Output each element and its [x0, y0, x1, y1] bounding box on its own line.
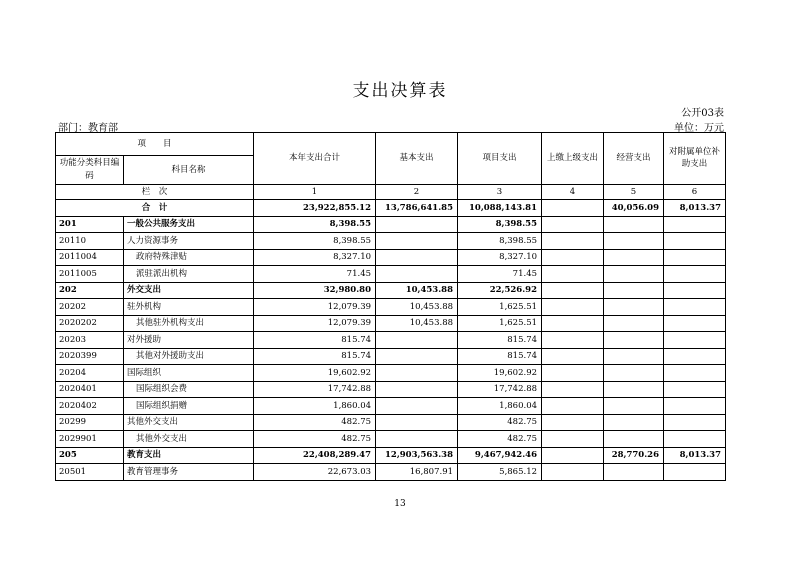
row-code: 2020202	[56, 315, 124, 332]
row-code: 20299	[56, 414, 124, 431]
row-value	[604, 414, 664, 431]
row-value: 22,673.03	[254, 464, 376, 481]
col-header-5: 经营支出	[604, 133, 664, 185]
table-row	[56, 299, 726, 316]
row-code: 2020399	[56, 348, 124, 365]
row-value: 22,526.92	[458, 282, 542, 299]
row-value	[664, 216, 726, 233]
table-row	[56, 414, 726, 431]
row-value	[542, 332, 604, 349]
row-value	[542, 464, 604, 481]
row-value: 815.74	[458, 332, 542, 349]
col-header-3: 项目支出	[458, 133, 542, 185]
row-value	[604, 282, 664, 299]
row-value	[604, 266, 664, 283]
row-code: 2020402	[56, 398, 124, 415]
row-value: 10,453.88	[376, 282, 458, 299]
table-row	[56, 332, 726, 349]
col-num-2: 2	[376, 185, 458, 200]
col-header-1: 本年支出合计	[254, 133, 376, 185]
row-value	[376, 398, 458, 415]
col-num-6: 6	[664, 185, 726, 200]
row-name: 外交支出	[124, 282, 254, 299]
row-value: 482.75	[458, 414, 542, 431]
table-row	[56, 315, 726, 332]
total-value: 8,013.37	[664, 200, 726, 217]
row-value	[664, 282, 726, 299]
name-header: 科目名称	[124, 156, 254, 185]
row-value	[664, 431, 726, 448]
table-row	[56, 464, 726, 481]
row-value: 19,602.92	[458, 365, 542, 382]
row-value	[604, 332, 664, 349]
row-value	[664, 398, 726, 415]
row-value	[542, 398, 604, 415]
col-header-4: 上缴上级支出	[542, 133, 604, 185]
row-value: 28,770.26	[604, 447, 664, 464]
table-row	[56, 282, 726, 299]
row-code: 20110	[56, 233, 124, 250]
row-value: 8,398.55	[254, 216, 376, 233]
row-name: 教育管理事务	[124, 464, 254, 481]
row-value	[376, 348, 458, 365]
col-num-3: 3	[458, 185, 542, 200]
row-value: 12,079.39	[254, 315, 376, 332]
row-value: 22,408,289.47	[254, 447, 376, 464]
row-name: 其他对外援助支出	[124, 348, 254, 365]
row-value: 10,453.88	[376, 299, 458, 316]
row-value	[376, 431, 458, 448]
row-value	[604, 216, 664, 233]
row-value	[542, 266, 604, 283]
row-value: 12,079.39	[254, 299, 376, 316]
total-label: 合 计	[56, 200, 254, 217]
row-value	[664, 365, 726, 382]
form-number: 公开03表	[681, 108, 724, 119]
row-name: 其他驻外机构支出	[124, 315, 254, 332]
row-code: 2011005	[56, 266, 124, 283]
header-row-1	[56, 133, 726, 156]
col-label: 栏 次	[56, 185, 254, 200]
row-value	[664, 381, 726, 398]
column-number-row	[56, 185, 726, 200]
row-value	[376, 266, 458, 283]
table-row	[56, 348, 726, 365]
row-value	[604, 464, 664, 481]
expenditure-table	[55, 132, 726, 481]
total-value: 40,056.09	[604, 200, 664, 217]
table-row	[56, 447, 726, 464]
page-number: 13	[394, 499, 406, 509]
row-value	[542, 414, 604, 431]
row-code: 20202	[56, 299, 124, 316]
row-value: 19,602.92	[254, 365, 376, 382]
row-value	[664, 414, 726, 431]
row-value	[376, 414, 458, 431]
row-value: 71.45	[458, 266, 542, 283]
table-row	[56, 381, 726, 398]
row-code: 205	[56, 447, 124, 464]
row-code: 202	[56, 282, 124, 299]
row-code: 20204	[56, 365, 124, 382]
row-code: 2011004	[56, 249, 124, 266]
total-value: 23,922,855.12	[254, 200, 376, 217]
row-value	[542, 233, 604, 250]
row-value	[604, 233, 664, 250]
row-value	[664, 332, 726, 349]
row-code: 2020401	[56, 381, 124, 398]
total-row	[56, 200, 726, 217]
unit-label: 单位：万元	[674, 123, 724, 134]
row-name: 对外援助	[124, 332, 254, 349]
row-value	[376, 332, 458, 349]
total-value: 13,786,641.85	[376, 200, 458, 217]
row-code: 20501	[56, 464, 124, 481]
col-header-2: 基本支出	[376, 133, 458, 185]
row-value: 16,807.91	[376, 464, 458, 481]
row-value: 482.75	[254, 414, 376, 431]
row-name: 派驻派出机构	[124, 266, 254, 283]
col-num-1: 1	[254, 185, 376, 200]
row-value	[664, 348, 726, 365]
row-value: 815.74	[254, 348, 376, 365]
row-value: 8,327.10	[254, 249, 376, 266]
table-row	[56, 365, 726, 382]
table-row	[56, 431, 726, 448]
row-value	[542, 431, 604, 448]
row-value: 8,398.55	[458, 233, 542, 250]
row-value	[604, 315, 664, 332]
table-row	[56, 266, 726, 283]
row-name: 教育支出	[124, 447, 254, 464]
row-value	[542, 249, 604, 266]
row-value: 32,980.80	[254, 282, 376, 299]
row-value: 1,625.51	[458, 315, 542, 332]
row-value	[376, 381, 458, 398]
table-row	[56, 216, 726, 233]
row-value	[604, 398, 664, 415]
department-label: 部门：教育部	[58, 123, 118, 134]
row-value: 8,013.37	[664, 447, 726, 464]
code-header: 功能分类科目编码	[56, 156, 124, 185]
row-name: 一般公共服务支出	[124, 216, 254, 233]
row-value	[604, 299, 664, 316]
row-value: 1,860.04	[254, 398, 376, 415]
row-value: 12,903,563.38	[376, 447, 458, 464]
row-value: 815.74	[458, 348, 542, 365]
row-value: 482.75	[458, 431, 542, 448]
row-value	[664, 233, 726, 250]
row-value	[376, 249, 458, 266]
row-value: 9,467,942.46	[458, 447, 542, 464]
row-code: 20203	[56, 332, 124, 349]
row-value	[664, 299, 726, 316]
row-value	[604, 249, 664, 266]
item-group-header: 项 目	[56, 133, 254, 156]
row-value	[542, 282, 604, 299]
row-value	[664, 266, 726, 283]
row-value: 5,865.12	[458, 464, 542, 481]
row-value	[604, 365, 664, 382]
row-value: 482.75	[254, 431, 376, 448]
row-value: 8,327.10	[458, 249, 542, 266]
row-value: 8,398.55	[254, 233, 376, 250]
row-value	[604, 381, 664, 398]
row-value	[664, 464, 726, 481]
row-value: 10,453.88	[376, 315, 458, 332]
table-row	[56, 233, 726, 250]
row-value	[542, 381, 604, 398]
total-value	[542, 200, 604, 217]
row-name: 国际组织	[124, 365, 254, 382]
row-value: 17,742.88	[254, 381, 376, 398]
col-num-4: 4	[542, 185, 604, 200]
row-value	[542, 447, 604, 464]
total-value: 10,088,143.81	[458, 200, 542, 217]
row-name: 其他外交支出	[124, 431, 254, 448]
col-header-6: 对附属单位补助支出	[664, 133, 726, 185]
row-value	[664, 249, 726, 266]
row-value	[542, 216, 604, 233]
table-row	[56, 249, 726, 266]
row-value	[604, 348, 664, 365]
row-value	[604, 431, 664, 448]
page-title: 支出决算表	[352, 81, 448, 101]
col-num-5: 5	[604, 185, 664, 200]
row-name: 其他外交支出	[124, 414, 254, 431]
row-value	[376, 233, 458, 250]
row-name: 政府特殊津贴	[124, 249, 254, 266]
row-value: 8,398.55	[458, 216, 542, 233]
row-code: 201	[56, 216, 124, 233]
row-value	[542, 365, 604, 382]
row-value	[664, 315, 726, 332]
row-name: 驻外机构	[124, 299, 254, 316]
row-value	[542, 315, 604, 332]
row-name: 人力资源事务	[124, 233, 254, 250]
row-value: 1,860.04	[458, 398, 542, 415]
row-value	[376, 216, 458, 233]
table-row	[56, 398, 726, 415]
row-value	[542, 348, 604, 365]
row-code: 2029901	[56, 431, 124, 448]
row-value: 17,742.88	[458, 381, 542, 398]
row-value: 1,625.51	[458, 299, 542, 316]
row-value: 815.74	[254, 332, 376, 349]
row-name: 国际组织会费	[124, 381, 254, 398]
row-value	[542, 299, 604, 316]
row-name: 国际组织捐赠	[124, 398, 254, 415]
row-value: 71.45	[254, 266, 376, 283]
row-value	[376, 365, 458, 382]
